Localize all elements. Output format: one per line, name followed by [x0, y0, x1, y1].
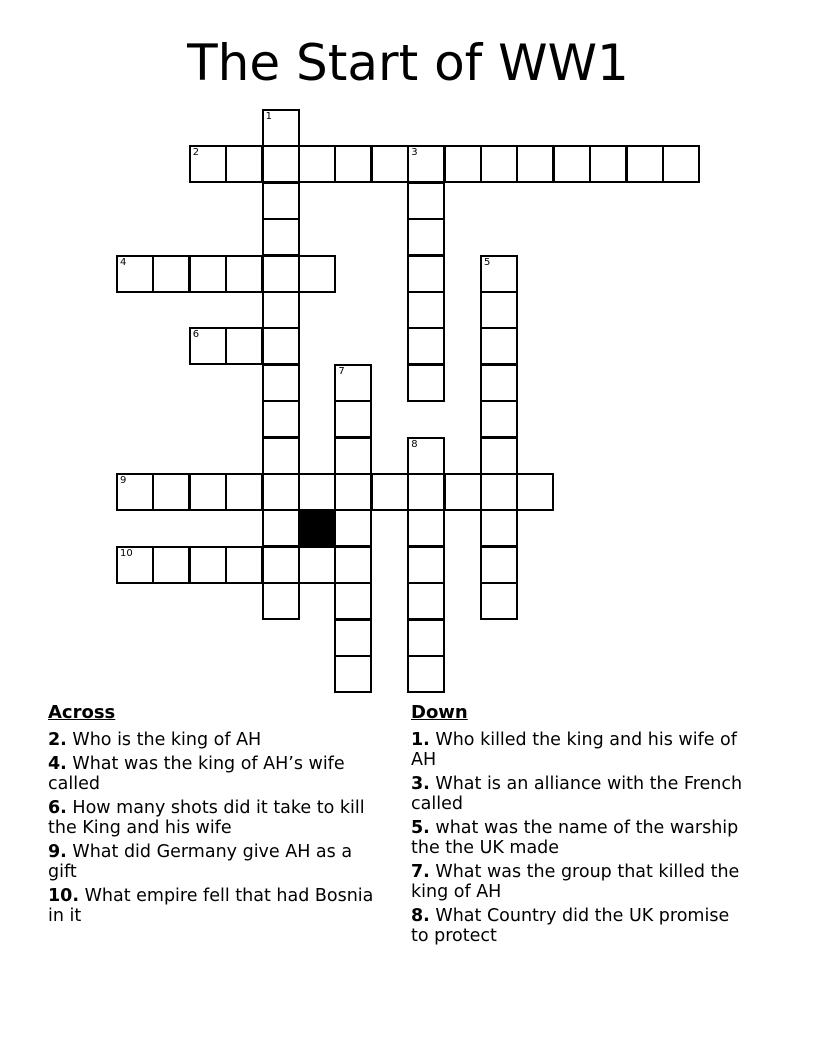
grid-cell[interactable] [480, 437, 518, 475]
grid-cell[interactable] [480, 327, 518, 365]
grid-cell[interactable] [334, 473, 372, 511]
grid-cell[interactable] [444, 473, 482, 511]
grid-cell[interactable] [407, 327, 445, 365]
grid-cell[interactable] [407, 582, 445, 620]
grid-cell[interactable] [262, 509, 300, 547]
grid-cell[interactable] [407, 364, 445, 402]
grid-cell[interactable] [553, 145, 591, 183]
grid-cell[interactable] [407, 473, 445, 511]
clue-number: 6. [48, 798, 67, 818]
clue-number: 3. [411, 774, 430, 794]
grid-cell[interactable] [480, 582, 518, 620]
grid-cell[interactable] [480, 291, 518, 329]
grid-cell[interactable] [189, 327, 227, 365]
clue-number-label: 6 [192, 329, 200, 341]
clue-text: How many shots did it take to kill the King and his wife [48, 798, 365, 838]
grid-cell[interactable] [262, 218, 300, 256]
grid-cell[interactable] [262, 364, 300, 402]
grid-cell[interactable] [116, 255, 154, 293]
clue-down-3 [411, 774, 751, 814]
clue-number: 10. [48, 886, 80, 906]
clue-text: What did Germany give AH as a gift [48, 842, 353, 882]
grid-cell[interactable] [262, 109, 300, 147]
clue-number-label: 9 [120, 475, 127, 486]
grid-cell[interactable] [334, 400, 372, 438]
clue-number: 2. [48, 730, 67, 750]
clue-number-label: 7 [338, 365, 345, 377]
clue-number: 9. [48, 842, 67, 862]
grid-cell[interactable] [262, 582, 300, 620]
grid-cell[interactable] [225, 546, 263, 584]
grid-cell[interactable] [480, 473, 518, 511]
grid-cell[interactable] [407, 182, 445, 220]
grid-cell[interactable] [189, 255, 227, 293]
grid-cell[interactable] [407, 145, 445, 183]
grid-cell[interactable] [152, 473, 190, 511]
clue-number-label: 1 [265, 111, 272, 122]
grid-cell[interactable] [225, 145, 263, 183]
clue-down-5 [411, 818, 751, 858]
grid-cell[interactable] [371, 145, 409, 183]
grid-cell[interactable] [407, 546, 445, 584]
grid-cell[interactable] [407, 291, 445, 329]
grid-cell[interactable] [262, 182, 300, 220]
clue-text: What was the group that killed the king of AH [411, 862, 740, 902]
clue-across-4 [48, 754, 378, 794]
grid-cell[interactable] [407, 509, 445, 547]
grid-cell[interactable] [298, 473, 336, 511]
grid-cell[interactable] [480, 255, 518, 293]
grid-cell[interactable] [334, 582, 372, 620]
clue-number-label: 4 [120, 256, 127, 268]
grid-cell[interactable] [480, 509, 518, 547]
clue-across-9 [48, 842, 378, 882]
grid-cell[interactable] [189, 546, 227, 584]
clue-number: 5. [411, 818, 430, 838]
grid-cell[interactable] [225, 255, 263, 293]
clue-number-label: 10 [120, 547, 133, 559]
grid-cell[interactable] [262, 400, 300, 438]
clue-across-2 [48, 730, 378, 750]
clue-number-label: 5 [484, 256, 491, 268]
grid-cell[interactable] [262, 255, 300, 293]
across-heading: Across [48, 702, 116, 723]
grid-cell[interactable] [262, 473, 300, 511]
clue-number: 1. [411, 730, 430, 750]
grid-cell[interactable] [334, 655, 372, 693]
clue-across-6 [48, 798, 378, 838]
grid-cell[interactable] [262, 291, 300, 329]
grid-cell[interactable] [298, 255, 336, 293]
grid-cell[interactable] [480, 546, 518, 584]
grid-cell[interactable] [516, 473, 554, 511]
clue-text: What empire fell that had Bosnia in it [48, 886, 374, 926]
grid-cell[interactable] [626, 145, 664, 183]
clue-number: 8. [411, 906, 430, 926]
across-clues [48, 702, 378, 930]
grid-cell[interactable] [334, 437, 372, 475]
clue-text: What is an alliance with the French called [411, 774, 743, 814]
grid-cell[interactable] [407, 218, 445, 256]
clue-text: what was the name of the warship the the UK made [411, 818, 739, 858]
grid-cell[interactable] [152, 546, 190, 584]
puzzle-title: The Start of WW1 [187, 34, 629, 92]
grid-cell[interactable] [334, 509, 372, 547]
grid-cell[interactable] [189, 145, 227, 183]
grid-cell[interactable] [334, 546, 372, 584]
grid-cell[interactable] [116, 546, 154, 584]
grid-cell[interactable] [480, 400, 518, 438]
clue-number: 4. [48, 754, 67, 774]
clue-down-1 [411, 730, 751, 770]
grid-cell[interactable] [407, 619, 445, 657]
grid-cell[interactable] [334, 619, 372, 657]
grid-cell[interactable] [189, 473, 227, 511]
grid-cell[interactable] [262, 145, 300, 183]
grid-cell[interactable] [589, 145, 627, 183]
grid-cell[interactable] [480, 364, 518, 402]
grid-cell[interactable] [334, 145, 372, 183]
grid-cell[interactable] [116, 473, 154, 511]
clue-text: What Country did the UK promise to protect [411, 906, 730, 946]
grid-cell[interactable] [262, 546, 300, 584]
grid-cell[interactable] [225, 327, 263, 365]
grid-cell[interactable] [298, 145, 336, 183]
clue-down-7 [411, 862, 751, 902]
clue-text: Who killed the king and his wife of AH [411, 730, 737, 770]
clue-number-label: 2 [192, 147, 200, 159]
grid-cell[interactable] [262, 327, 300, 365]
grid-cell[interactable] [407, 655, 445, 693]
clue-number: 7. [411, 862, 430, 882]
grid-cell[interactable] [444, 145, 482, 183]
clue-text: What was the king of AH’s wife called [48, 754, 345, 794]
clue-number-label: 3 [411, 147, 418, 159]
down-heading: Down [411, 702, 468, 723]
grid-cell[interactable] [662, 145, 700, 183]
grid-cell[interactable] [371, 473, 409, 511]
grid-cell[interactable] [480, 145, 518, 183]
grid-cell[interactable] [407, 255, 445, 293]
clue-text: Who is the king of AH [72, 730, 262, 750]
grid-cell[interactable] [334, 364, 372, 402]
grid-cell[interactable] [298, 546, 336, 584]
grid-cell[interactable] [152, 255, 190, 293]
grid-cell[interactable] [407, 437, 445, 475]
clue-across-10 [48, 886, 378, 926]
down-clues [411, 702, 751, 950]
grid-cell[interactable] [262, 437, 300, 475]
grid-cell[interactable] [516, 145, 554, 183]
grid-cell[interactable] [225, 473, 263, 511]
clue-number-label: 8 [411, 438, 418, 450]
black-cell [298, 509, 336, 547]
clue-down-8 [411, 906, 751, 946]
